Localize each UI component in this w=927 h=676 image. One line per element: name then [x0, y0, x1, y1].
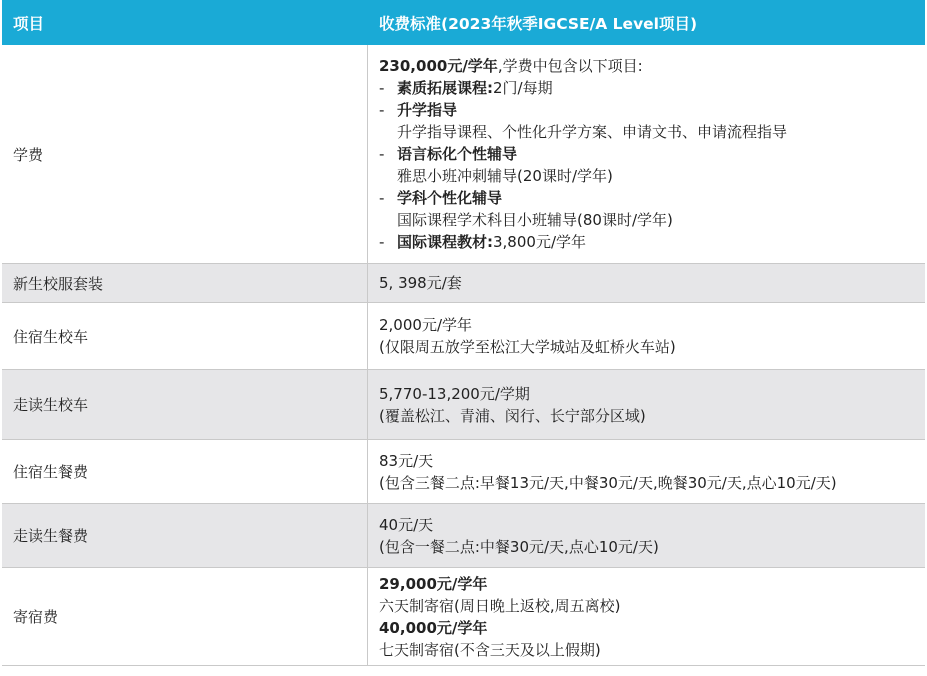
- table-row: [2, 504, 925, 568]
- tuition-price-line: [379, 55, 925, 77]
- tuition-price-suffix: ,学费中包含以下项目:: [497, 57, 643, 75]
- row-label: 新生校服套装: [2, 264, 368, 302]
- tuition-price: 230,000元/学年: [379, 57, 498, 75]
- row-label: 住宿生校车: [2, 303, 368, 369]
- row-label: 寄宿费: [2, 568, 368, 665]
- list-item: - 学科个性化辅导: [379, 189, 503, 207]
- list-item: - 素质拓展课程: 2门/每期: [379, 79, 553, 97]
- row-content: 5, 398元/套: [379, 274, 462, 292]
- row-label: 走读生校车: [2, 370, 368, 439]
- list-item-detail: 国际课程学术科目小班辅导(80课时/学年): [397, 211, 673, 229]
- row-content: [368, 45, 925, 263]
- table-row: [2, 303, 925, 370]
- list-item: - 国际课程教材: 3,800元/学年: [379, 233, 586, 251]
- table-row: [2, 264, 925, 303]
- row-content: 83元/天 (包含三餐二点:早餐13元/天,中餐30元/天,晚餐30元/天,点心10元/天): [379, 451, 837, 492]
- row-content: 29,000元/学年 六天制寄宿(周日晚上返校,周五离校) 40,000元/学年 七天制寄宿(不含三天及以上假期): [379, 574, 621, 659]
- list-item: - 语言标化个性辅导: [379, 145, 518, 163]
- table-row-boarding: [2, 568, 925, 666]
- table-row: [2, 370, 925, 440]
- row-label: 走读生餐费: [2, 504, 368, 567]
- list-item: - 升学指导: [379, 101, 458, 119]
- list-item-detail: 升学指导课程、个性化升学方案、申请文书、申请流程指导: [397, 123, 788, 141]
- list-item-detail: 雅思小班冲刺辅导(20课时/学年): [397, 167, 613, 185]
- table-row-tuition: [2, 45, 925, 264]
- fee-table: [2, 0, 925, 666]
- table-header: [2, 0, 925, 45]
- row-content: 40元/天 (包含一餐二点:中餐30元/天,点心10元/天): [379, 515, 659, 556]
- row-content: 2,000元/学年 (仅限周五放学至松江大学城站及虹桥火车站): [379, 316, 676, 356]
- header-item: 项目: [13, 14, 45, 33]
- header-fee-standard: 收费标准(2023年秋季IGCSE/A Level项目): [379, 14, 698, 33]
- row-label: 学费: [2, 45, 368, 263]
- row-label: 住宿生餐费: [2, 440, 368, 503]
- table-row: [2, 440, 925, 504]
- row-content: 5,770-13,200元/学期 (覆盖松江、青浦、闵行、长宁部分区域): [379, 384, 646, 425]
